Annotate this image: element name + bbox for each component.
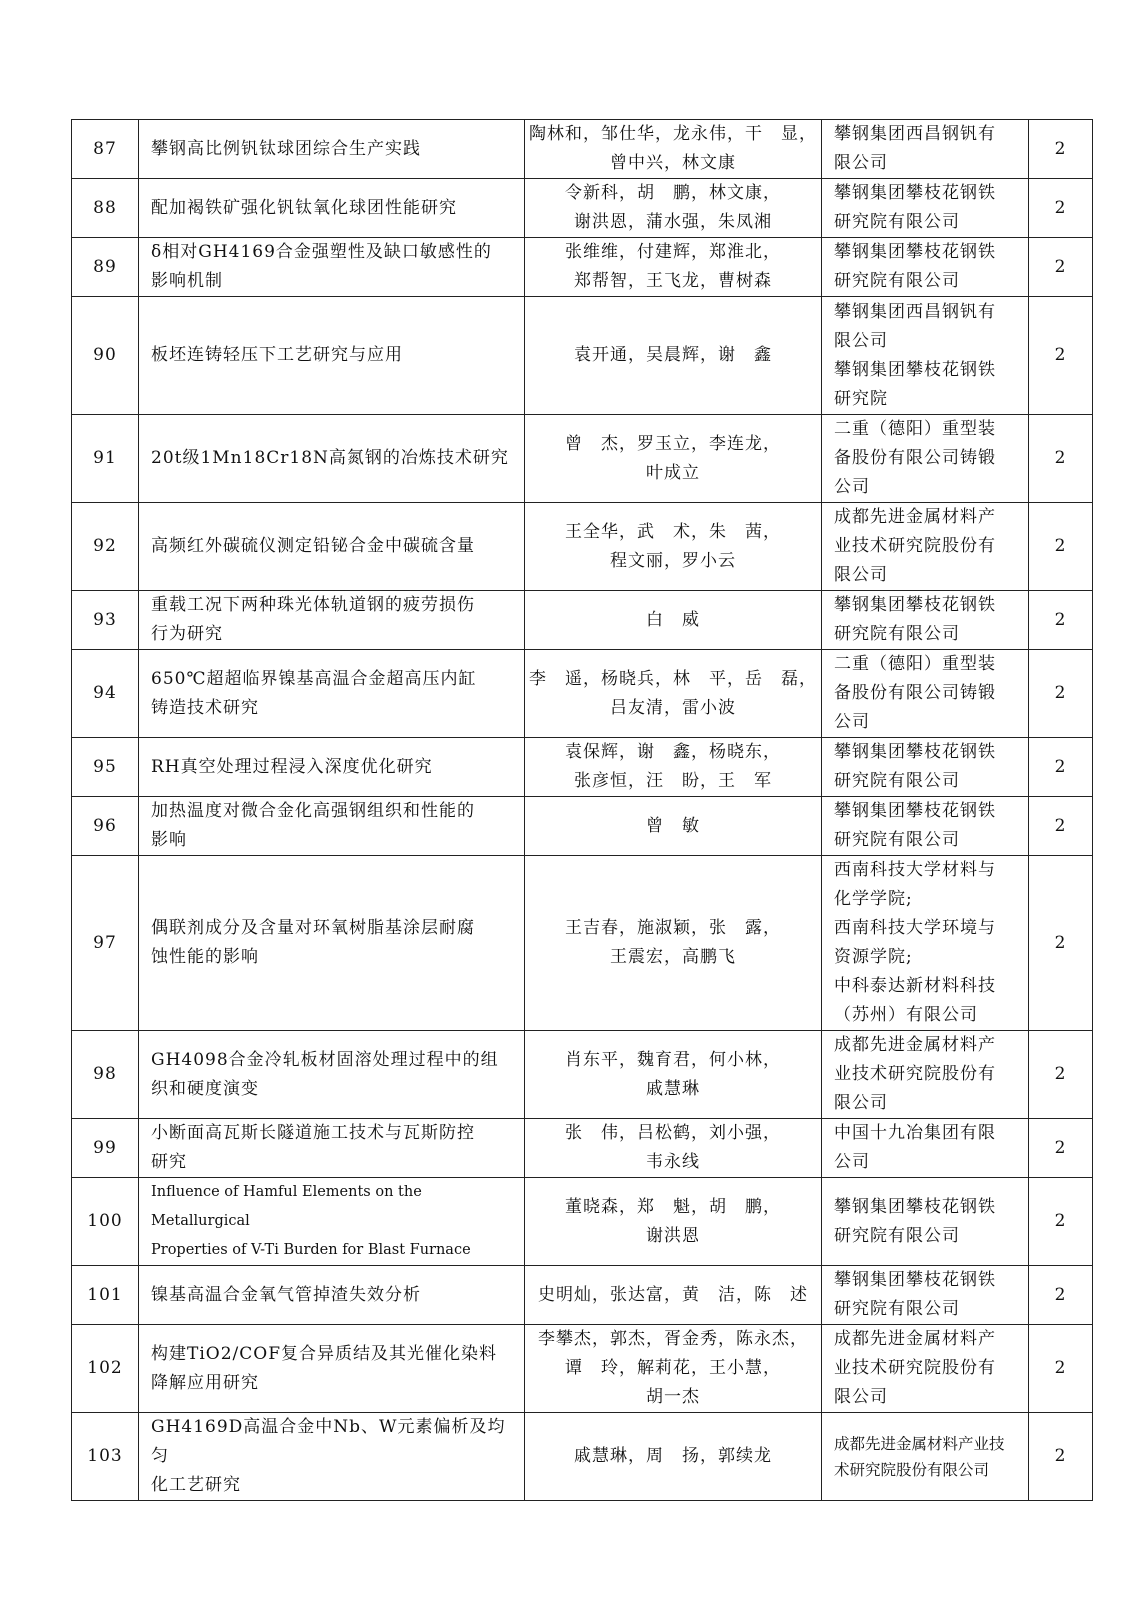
organization: 成都先进金属材料产业技 术研究院股份有限公司 xyxy=(834,1434,1005,1479)
authors: 陶林和，邹仕华，龙永伟，干 显， 曾中兴，林文康 xyxy=(529,124,817,173)
table-row xyxy=(72,856,1093,1031)
award-table-body xyxy=(72,120,1093,1501)
paper-title: RH真空处理过程浸入深度优化研究 xyxy=(151,756,433,777)
organization: 攀钢集团攀枝花钢铁 研究院有限公司 xyxy=(834,242,996,291)
organization: 成都先进金属材料产 业技术研究院股份有 限公司 xyxy=(834,1035,996,1113)
row-number: 95 xyxy=(72,738,139,797)
table-row xyxy=(72,650,1093,738)
paper-title: 配加褐铁矿强化钒钛氧化球团性能研究 xyxy=(151,197,457,218)
paper-title: Influence of Hamful Elements on the Metallurgical Properties of V-Ti Burden for Blast Furnace xyxy=(151,1184,471,1258)
authors: 肖东平，魏育君，何小林， 戚慧琳 xyxy=(565,1049,781,1099)
paper-title: GH4169D高温合金中Nb、W元素偏析及均匀 化工艺研究 xyxy=(151,1417,506,1495)
table-row xyxy=(72,738,1093,797)
row-number: 90 xyxy=(72,297,139,415)
table-row xyxy=(72,297,1093,415)
row-number: 103 xyxy=(72,1413,139,1501)
award-level: 2 xyxy=(1029,1266,1093,1325)
paper-title: GH4098合金冷轧板材固溶处理过程中的组 织和硬度演变 xyxy=(151,1049,499,1099)
organization: 攀钢集团攀枝花钢铁 研究院有限公司 xyxy=(834,801,996,850)
paper-title: δ相对GH4169合金强塑性及缺口敏感性的 影响机制 xyxy=(151,242,492,291)
row-number: 87 xyxy=(72,120,139,179)
paper-title: 高频红外碳硫仪测定铅铋合金中碳硫含量 xyxy=(151,536,475,556)
award-level: 2 xyxy=(1029,238,1093,297)
award-table xyxy=(71,119,1093,1501)
row-number: 100 xyxy=(72,1178,139,1266)
paper-title: 650℃超超临界镍基高温合金超高压内缸 铸造技术研究 xyxy=(151,668,477,718)
paper-title: 20t级1Mn18Cr18N高氮钢的冶炼技术研究 xyxy=(151,448,509,468)
organization: 成都先进金属材料产 业技术研究院股份有 限公司 xyxy=(834,1329,996,1407)
paper-title: 小断面高瓦斯长隧道施工技术与瓦斯防控 研究 xyxy=(151,1123,475,1172)
authors: 王全华，武 术，朱 茜， 程文丽，罗小云 xyxy=(565,521,781,571)
award-level: 2 xyxy=(1029,650,1093,738)
paper-title: 板坯连铸轻压下工艺研究与应用 xyxy=(151,345,403,365)
organization: 攀钢集团攀枝花钢铁 研究院有限公司 xyxy=(834,742,996,791)
award-level: 2 xyxy=(1029,856,1093,1031)
award-level: 2 xyxy=(1029,591,1093,650)
table-row xyxy=(72,1413,1093,1501)
award-level: 2 xyxy=(1029,1178,1093,1266)
authors: 李攀杰，郭杰，胥金秀，陈永杰， 谭 玲，解莉花，王小慧， 胡一杰 xyxy=(538,1329,808,1407)
authors: 曾 杰，罗玉立，李连龙， 叶成立 xyxy=(565,433,781,483)
authors: 张 伟，吕松鹤，刘小强， 韦永线 xyxy=(565,1123,781,1172)
paper-title: 镍基高温合金氧气管掉渣失效分析 xyxy=(151,1284,421,1305)
row-number: 97 xyxy=(72,856,139,1031)
row-number: 91 xyxy=(72,415,139,503)
organization: 攀钢集团攀枝花钢铁 研究院有限公司 xyxy=(834,1196,996,1246)
paper-title: 偶联剂成分及含量对环氧树脂基涂层耐腐 蚀性能的影响 xyxy=(151,918,475,967)
award-level: 2 xyxy=(1029,1413,1093,1501)
organization: 成都先进金属材料产 业技术研究院股份有 限公司 xyxy=(834,507,996,585)
authors: 袁开通，吴晨辉，谢 鑫 xyxy=(574,345,772,365)
award-level: 2 xyxy=(1029,503,1093,591)
award-level: 2 xyxy=(1029,1031,1093,1119)
row-number: 89 xyxy=(72,238,139,297)
authors: 董晓森，郑 魁，胡 鹏， 谢洪恩 xyxy=(565,1196,781,1246)
authors: 史明灿，张达富，黄 洁，陈 述 xyxy=(538,1284,808,1305)
table-row xyxy=(72,1266,1093,1325)
organization: 中国十九冶集团有限 公司 xyxy=(834,1123,996,1172)
authors: 戚慧琳，周 扬，郭续龙 xyxy=(574,1446,772,1466)
paper-title: 攀钢高比例钒钛球团综合生产实践 xyxy=(151,138,421,159)
paper-title: 构建TiO2/COF复合异质结及其光催化染料 降解应用研究 xyxy=(151,1343,497,1393)
row-number: 102 xyxy=(72,1325,139,1413)
authors: 白 威 xyxy=(646,609,700,630)
row-number: 98 xyxy=(72,1031,139,1119)
table-row xyxy=(72,1178,1093,1266)
award-level: 2 xyxy=(1029,1325,1093,1413)
authors: 曾 敏 xyxy=(646,815,700,836)
table-row xyxy=(72,415,1093,503)
organization: 攀钢集团攀枝花钢铁 研究院有限公司 xyxy=(834,183,996,232)
table-row xyxy=(72,591,1093,650)
paper-title: 加热温度对微合金化高强钢组织和性能的 影响 xyxy=(151,801,475,850)
authors: 令新科，胡 鹏，林文康， 谢洪恩，蒲水强，朱凤湘 xyxy=(565,183,781,232)
organization: 西南科技大学材料与 化学学院; 西南科技大学环境与 资源学院; 中科泰达新材料科技 （苏州）有限公司 xyxy=(834,860,996,1025)
row-number: 101 xyxy=(72,1266,139,1325)
row-number: 93 xyxy=(72,591,139,650)
organization: 攀钢集团攀枝花钢铁 研究院有限公司 xyxy=(834,595,996,644)
award-level: 2 xyxy=(1029,1119,1093,1178)
organization: 二重（德阳）重型装 备股份有限公司铸锻 公司 xyxy=(834,654,996,732)
table-row xyxy=(72,797,1093,856)
award-level: 2 xyxy=(1029,415,1093,503)
award-level: 2 xyxy=(1029,179,1093,238)
authors: 袁保辉，谢 鑫，杨晓东， 张彦恒，汪 盼，王 军 xyxy=(565,742,781,791)
table-row xyxy=(72,179,1093,238)
table-row xyxy=(72,1119,1093,1178)
paper-title: 重载工况下两种珠光体轨道钢的疲劳损伤 行为研究 xyxy=(151,595,475,644)
authors: 王吉春，施淑颖，张 露， 王震宏，高鹏飞 xyxy=(565,918,781,967)
table-row xyxy=(72,503,1093,591)
row-number: 92 xyxy=(72,503,139,591)
authors: 李 遥，杨晓兵，林 平，岳 磊， 吕友清，雷小波 xyxy=(529,668,817,718)
award-level: 2 xyxy=(1029,120,1093,179)
authors: 张维维，付建辉，郑淮北， 郑帮智，王飞龙，曹树森 xyxy=(565,242,781,291)
row-number: 94 xyxy=(72,650,139,738)
award-level: 2 xyxy=(1029,797,1093,856)
organization: 攀钢集团西昌钢钒有 限公司 攀钢集团攀枝花钢铁 研究院 xyxy=(834,301,996,409)
organization: 攀钢集团攀枝花钢铁 研究院有限公司 xyxy=(834,1270,996,1319)
table-row xyxy=(72,120,1093,179)
table-row xyxy=(72,238,1093,297)
organization: 二重（德阳）重型装 备股份有限公司铸锻 公司 xyxy=(834,419,996,497)
award-level: 2 xyxy=(1029,297,1093,415)
organization: 攀钢集团西昌钢钒有 限公司 xyxy=(834,124,996,173)
row-number: 96 xyxy=(72,797,139,856)
row-number: 88 xyxy=(72,179,139,238)
table-row xyxy=(72,1325,1093,1413)
table-row xyxy=(72,1031,1093,1119)
award-level: 2 xyxy=(1029,738,1093,797)
row-number: 99 xyxy=(72,1119,139,1178)
